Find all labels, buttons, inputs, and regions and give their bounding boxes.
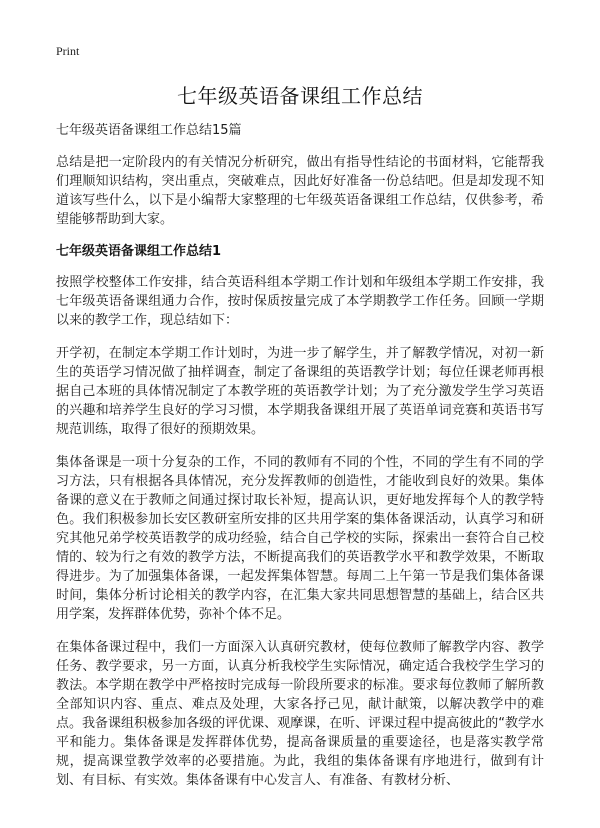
- section-heading: 七年级英语备课组工作总结1: [56, 244, 222, 259]
- document-subtitle: 七年级英语备课组工作总结15篇: [56, 123, 242, 138]
- intro-paragraph: 总结是把一定阶段内的有关情况分析研究，做出有指导性结论的书面材料，它能帮我们理顺知识结构，突出重点，突破难点，因此好好准备一份总结吧。但是却发现不知道该写些什么，以下是小编帮大家整理的七年级英语备课组工作总结，仅供参考，希望能够帮助到大家。: [56, 155, 544, 227]
- document-body: [56, 122, 544, 804]
- body-paragraph-1: 按照学校整体工作安排，结合英语科组本学期工作计划和年级组本学期工作安排，我七年级英语备课组通力合作，按时保质按量完成了本学期教学工作任务。回顾一学期以来的教学工作，现总结如下：: [56, 275, 544, 328]
- print-link[interactable]: Print: [56, 44, 80, 58]
- body-paragraph-3: 集体备课是一项十分复杂的工作，不同的教师有不同的个性，不同的学生有不同的学习方法，只有根据各具体情况，充分发挥教师的创造性，才能收到良好的效果。集体备课的意义在于教师之间通过探讨取长补短，提高认识，更好地发挥每个人的教学特色。我们积极参加长安区教研室所安排的区共用学案的集体备课活动，认真学习和研究其他兄弟学校英语教学的成功经验，结合自己学校的实际，探索出一套符合自己校情的、较为行之有效的教学方法，不断提高我们的英语教学水平和教学效果，不断取得进步。为了加强集体备课，一起发挥集体智慧。每周二上午第一节是我们集体备课时间，集体分析讨论相关的教学内容，在汇集大家共同思想智慧的基础上，结合区共用学案，发挥群体优势，弥补个体不足。: [56, 455, 544, 622]
- document-title: 七年级英语备课组工作总结: [177, 84, 423, 108]
- body-paragraph-2: 开学初，在制定本学期工作计划时，为进一步了解学生，并了解教学情况，对初一新生的英语学习情况做了抽样调查，制定了备课组的英语教学计划；每位任课老师再根据自己本班的具体情况制定了本教学班的英语教学计划；为了充分激发学生学习英语的兴趣和培养学生良好的学习习惯，本学期我备课组开展了英语单词竞赛和英语书写规范训练，取得了很好的预期效果。: [56, 346, 544, 437]
- body-paragraph-4: 在集体备课过程中，我们一方面深入认真研究教材，使每位教师了解教学内容、教学任务、教学要求，另一方面，认真分析我校学生实际情况，确定适合我校学生学习的教法。本学期在教学中严格按时完成每一阶段所要求的标准。要求每位教师了解所教全部知识内容、重点、难点及处理，大家各抒己见，献计献策，以解决教学中的难点。我备课组积极参加各级的评优课、观摩课，在听、评课过程中提高彼此的“教学水平和能力。集体备课是发挥群体优势，提高备课质量的重要途径，也是落实教学常规，提高课堂教学效率的必要措施。为此，我组的集体备课有序地进行，做到有计划、有目标、有实效。集体备课有中心发言人、有准备、有教材分析、: [56, 640, 544, 788]
